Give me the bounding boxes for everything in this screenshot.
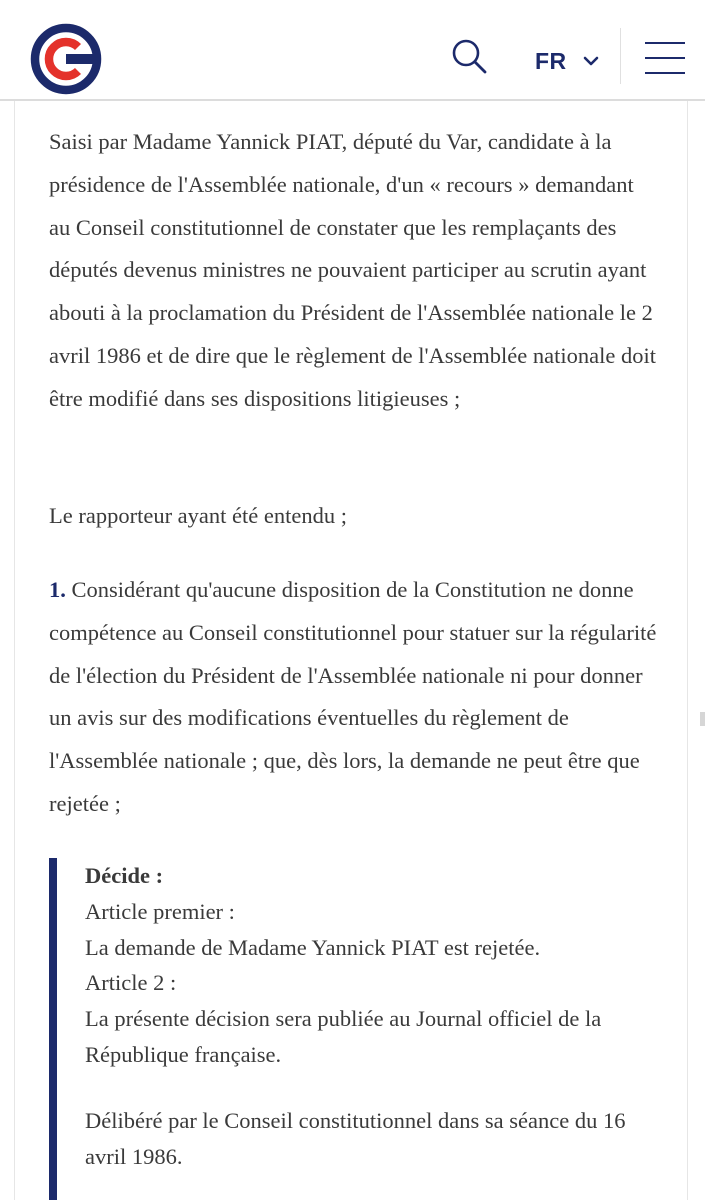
paragraph-saisine: Saisi par Madame Yannick PIAT, député du Var, candidate à la présidence de l'Assemblée nationale, d'un « recours » demandant au Conseil constitutionnel de constater que les remplaçants des députés devenus ministres ne pouvaient participer au scrutin ayant abouti à la proclamation du Président de l'Assemblée nationale le 2 avril 1986 et de dire que le règlement de l'Assemblée nationale doit être modifié dans ses dispositions litigieuses ; [49, 129, 656, 411]
considerant-paragraph [49, 569, 659, 826]
search-icon [450, 38, 490, 78]
deliberation-text: Délibéré par le Conseil constitutionnel dans sa séance du 16 avril 1986. [85, 1107, 626, 1169]
language-selector[interactable] [535, 44, 599, 78]
article2-title: Article 2 : [85, 970, 177, 996]
language-label: FR [535, 47, 567, 74]
hamburger-menu-icon [645, 42, 685, 44]
search-button[interactable] [450, 38, 490, 78]
menu-button[interactable] [645, 42, 685, 76]
article2-text: La présente décision sera publiée au Journal officiel de la République française. [85, 1006, 602, 1067]
scroll-indicator[interactable] [700, 712, 705, 726]
considerant-number: 1. [49, 577, 66, 602]
decision-heading: Décide : [85, 863, 164, 888]
logo-icon [28, 21, 104, 97]
article1-text: La demande de Madame Yannick PIAT est rejetée. [85, 934, 541, 960]
conseil-constitutionnel-logo[interactable] [28, 21, 104, 97]
article1-title: Article premier : [85, 898, 235, 924]
chevron-down-icon [583, 55, 599, 67]
site-header [0, 0, 705, 101]
considerant-text: Considérant qu'aucune disposition de la Constitution ne donne compétence au Conseil constitutionnel pour statuer sur la régularité de l'élection du Président de l'Assemblée nationale ni pour donner un avis sur des modifications éventuelles du règlement de l'Assemblée nationale ; que, dès lors, la demande ne peut être que rejetée ; [49, 577, 657, 816]
header-divider [620, 28, 621, 84]
decision-content [85, 858, 655, 1174]
decision-block [49, 858, 664, 1200]
paragraph-rapporteur: Le rapporteur ayant été entendu ; [49, 503, 347, 528]
